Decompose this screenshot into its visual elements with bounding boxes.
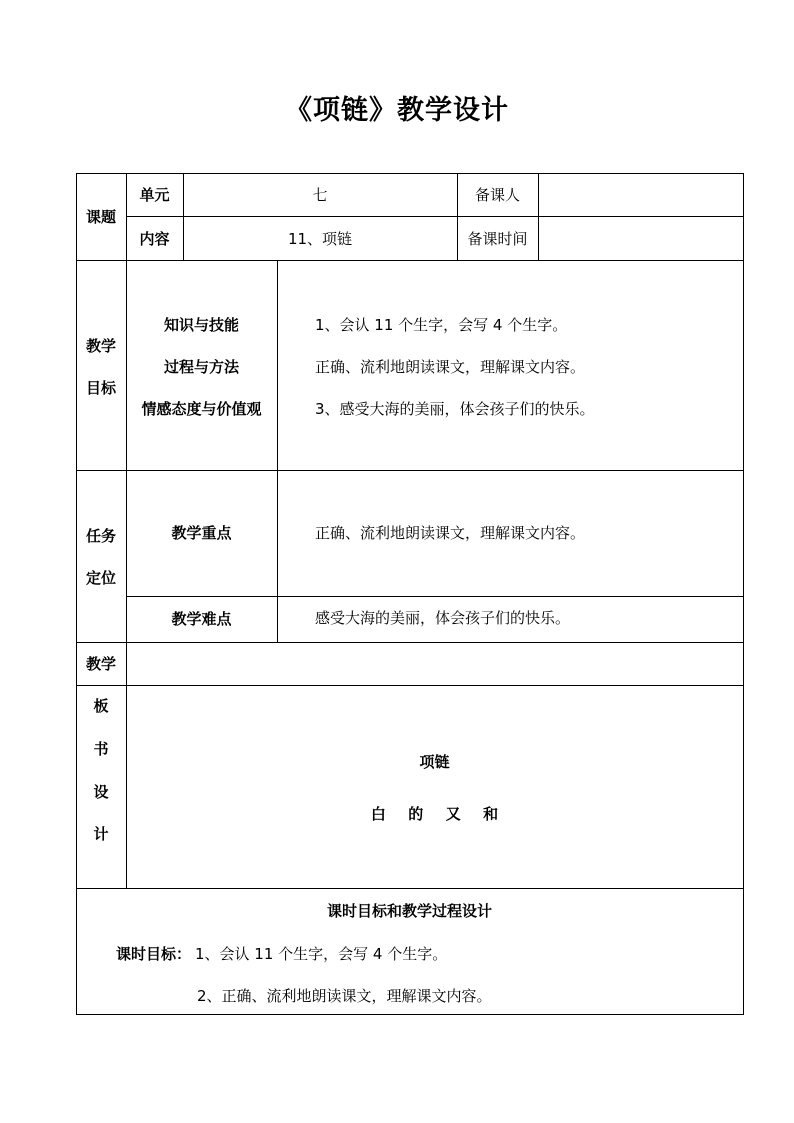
lesson-goal-label: 课时目标： xyxy=(116,945,192,963)
col-divider-goals xyxy=(277,260,278,470)
goal-text-process: 正确、流利地朗读课文，理解课文内容。 xyxy=(315,358,586,376)
lesson-goal-line-2: 2、正确、流利地朗读课文，理解课文内容。 xyxy=(197,987,492,1005)
prep-time-label: 备课时间 xyxy=(467,230,528,248)
board-words: 白 的 又 和 xyxy=(370,805,499,823)
unit-label: 单元 xyxy=(139,186,170,204)
section-label-goals-2: 目标 xyxy=(85,379,116,397)
page-title: 《项链》教学设计 xyxy=(285,95,509,126)
table-border-right xyxy=(743,173,744,1015)
board-label-3: 设 xyxy=(93,783,109,801)
board-label-2: 书 xyxy=(93,740,109,758)
table-border-top xyxy=(76,173,744,174)
row-divider-key xyxy=(126,596,744,597)
row-divider-header xyxy=(76,260,744,261)
key-point-label: 教学重点 xyxy=(171,524,232,542)
row-divider-tasks xyxy=(76,642,744,643)
lesson-goal-line-1: 1、会认 11 个生字，会写 4 个生字。 xyxy=(195,945,448,963)
process-heading: 课时目标和教学过程设计 xyxy=(326,902,492,920)
section-label-course: 课题 xyxy=(85,208,116,226)
goal-text-attitude: 3、感受大海的美丽，体会孩子们的快乐。 xyxy=(315,400,595,418)
row-divider-board xyxy=(76,888,744,889)
method-label: 教学 xyxy=(85,655,116,673)
board-heading: 项链 xyxy=(419,753,450,771)
table-border-left xyxy=(76,173,77,1015)
row-divider-goals xyxy=(76,470,744,471)
goal-label-knowledge: 知识与技能 xyxy=(163,316,239,334)
preparer-label: 备课人 xyxy=(474,186,520,204)
unit-value: 七 xyxy=(312,186,328,204)
table-border-bottom xyxy=(76,1014,744,1015)
goal-label-process: 过程与方法 xyxy=(163,358,239,376)
col-divider-tasks xyxy=(277,470,278,642)
section-label-tasks-1: 任务 xyxy=(85,527,116,545)
row-divider-unit xyxy=(126,216,744,217)
board-label-4: 计 xyxy=(93,825,109,843)
section-label-goals-1: 教学 xyxy=(85,337,116,355)
row-divider-method xyxy=(76,685,744,686)
section-label-tasks-2: 定位 xyxy=(85,569,116,587)
board-label-1: 板 xyxy=(93,697,109,715)
goal-text-knowledge: 1、会认 11 个生字，会写 4 个生字。 xyxy=(315,316,568,334)
col-divider-header-3 xyxy=(538,173,539,260)
goal-label-attitude: 情感态度与价值观 xyxy=(141,400,262,418)
key-point-text: 正确、流利地朗读课文，理解课文内容。 xyxy=(315,524,586,542)
content-label: 内容 xyxy=(139,230,170,248)
difficult-point-label: 教学难点 xyxy=(171,610,232,628)
difficult-point-text: 感受大海的美丽，体会孩子们的快乐。 xyxy=(315,609,571,627)
content-value: 11、项链 xyxy=(287,230,353,248)
